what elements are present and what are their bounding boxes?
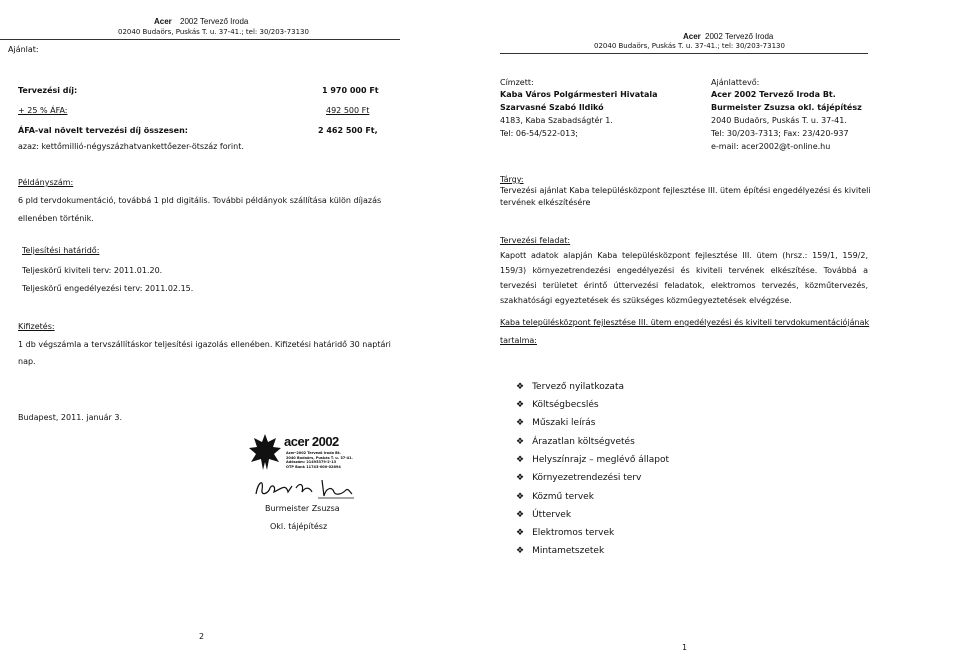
list-item [516, 437, 635, 447]
diamond-bullet-icon: ❖ [516, 546, 525, 556]
total-value: 2 462 500 Ft, [318, 126, 378, 135]
diamond-bullet-icon: ❖ [516, 528, 525, 538]
task-text: Kapott adatok alapján Kaba településközpont fejlesztése III. ütem (hrsz.: 159/1, 159/2, 159/3) környezetrendezési engedélyezési és kiviteli tervének elkészítése. Továbbá a tervezési területet érintő úttervezési feladatok, elektromos tervezés, közműtervezés, szakhatósági egyeztetések és szükséges közműegyeztetések elvégzése. [500, 251, 868, 305]
list-item [516, 546, 604, 556]
diamond-bullet-icon: ❖ [516, 400, 525, 410]
left-header-address: 02040 Budaörs, Puskás T. u. 37-41.; tel: 30/203-73130 [118, 28, 309, 36]
offerer-label: Ajánlattevő: [711, 78, 760, 87]
payment-line2: nap. [18, 357, 36, 366]
left-header-office: 2002 Tervező Iroda [180, 17, 249, 26]
signer-name: Burmeister Zsuzsa [265, 504, 340, 513]
contents-label: tartalma: [500, 336, 537, 345]
vat-value: 492 500 Ft [326, 106, 370, 115]
stamp-text [286, 451, 353, 469]
list-item-label: Közmű tervek [532, 492, 594, 502]
list-item [516, 418, 596, 428]
payment-line1: 1 db végszámla a tervszállításkor teljesítési igazolás ellenében. Kifizetési határidő 30 naptári [18, 340, 391, 349]
recipient-line: Kaba Város Polgármesteri Hivatala [500, 90, 658, 99]
left-header-brand: Acer [154, 17, 172, 26]
offerer-line: Acer 2002 Tervező Iroda Bt. [711, 90, 836, 99]
handwritten-signature [252, 474, 356, 502]
list-item [516, 492, 594, 502]
vat-label: + 25 % ÁFA: [18, 106, 68, 115]
list-item-label: Elektromos tervek [532, 528, 615, 538]
offerer-line: Tel: 30/203-7313; Fax: 23/420-937 [711, 129, 849, 138]
diamond-bullet-icon: ❖ [516, 437, 525, 447]
right-page-number: 1 [682, 643, 688, 652]
subject-heading: Tárgy: [500, 175, 524, 184]
subject-line1: Tervezési ajánlat Kaba településközpont fejlesztése III. ütem építési engedélyezési és kiviteli [500, 186, 871, 195]
list-item [516, 473, 641, 483]
list-item-label: Tervező nyilatkozata [532, 382, 624, 392]
diamond-bullet-icon: ❖ [516, 382, 525, 392]
stamp-line: Adószám: 21495379-2-13 [286, 460, 337, 464]
list-item-label: Helyszínrajz – meglévő állapot [532, 455, 670, 465]
fee-value: 1 970 000 Ft [322, 86, 379, 95]
signer-title: Okl. tájépítész [270, 522, 328, 531]
list-item-label: Környezetrendezési terv [532, 473, 642, 483]
diamond-bullet-icon: ❖ [516, 455, 525, 465]
stamp-line: 2040 Budaörs, Puskás T. u. 37-41. [286, 455, 353, 460]
list-item-label: Költségbecslés [532, 400, 599, 410]
diamond-bullet-icon: ❖ [516, 510, 525, 520]
right-header-brand: Acer [683, 32, 701, 41]
recipient-line: Tel: 06-54/522-013; [500, 129, 578, 138]
copies-line2: ellenében történik. [18, 214, 94, 223]
recipient-label: Címzett: [500, 78, 534, 87]
right-header-office: 2002 Tervező Iroda [705, 32, 774, 41]
diamond-bullet-icon: ❖ [516, 418, 525, 428]
offerer-line: e-mail: acer2002@t-online.hu [711, 142, 831, 151]
list-item-label: Műszaki leírás [532, 418, 596, 428]
ajanlat-label: Ajánlat: [8, 45, 39, 54]
recipient-line: Szarvasné Szabó Ildikó [500, 103, 604, 112]
stamp-logo-text: acer 2002 [284, 434, 339, 449]
offerer-line: Burmeister Zsuzsa okl. tájépítész [711, 103, 862, 112]
leaf-logo-icon [248, 432, 282, 476]
list-item [516, 455, 669, 465]
right-header-address: 02040 Budaörs, Puskás T. u. 37-41.; tel: 30/203-73130 [594, 42, 785, 50]
list-item [516, 510, 571, 520]
list-item-label: Mintametszetek [532, 546, 605, 556]
deadline-line1: Teljeskörű kiviteli terv: 2011.01.20. [22, 266, 163, 275]
place-date: Budapest, 2011. január 3. [18, 413, 123, 422]
copies-line1: 6 pld tervdokumentáció, továbbá 1 pld digitális. További példányok szállítása külön díjazás [18, 196, 382, 205]
list-item-label: Úttervek [532, 510, 572, 520]
left-header-rule [0, 39, 400, 40]
total-in-words: azaz: kettőmillió-négyszázhatvankettőezer-ötszáz forint. [18, 142, 244, 151]
recipient-line: 4183, Kaba Szabadságtér 1. [500, 116, 613, 125]
task-heading: Tervezési feladat: [500, 236, 571, 245]
stamp-line: OTP Bank 11743-000-02894 [286, 464, 341, 469]
fee-label: Tervezési díj: [18, 86, 78, 95]
subject-line2: tervének elkészítésére [500, 198, 591, 207]
contents-title: Kaba településközpont fejlesztése III. ütem engedélyezési és kiviteli tervdokumentációjának [500, 318, 870, 327]
left-page-number: 2 [199, 632, 205, 641]
list-item [516, 400, 599, 410]
stamp-line: Acer-2002 Tervező Iroda Bt. [286, 451, 341, 455]
list-item-label: Árazatlan költségvetés [532, 437, 635, 447]
total-label: ÁFA-val növelt tervezési díj összesen: [18, 126, 188, 135]
payment-heading: Kifizetés: [18, 322, 55, 331]
deadline-heading: Teljesítési határidő: [22, 246, 100, 255]
list-item [516, 528, 614, 538]
list-item [516, 382, 624, 392]
offerer-line: 2040 Budaörs, Puskás T. u. 37-41. [711, 116, 847, 125]
deadline-line2: Teljeskörű engedélyezési terv: 2011.02.15. [22, 284, 194, 293]
right-header-rule [500, 53, 868, 54]
copies-heading: Példányszám: [18, 178, 74, 187]
diamond-bullet-icon: ❖ [516, 492, 525, 502]
diamond-bullet-icon: ❖ [516, 473, 525, 483]
